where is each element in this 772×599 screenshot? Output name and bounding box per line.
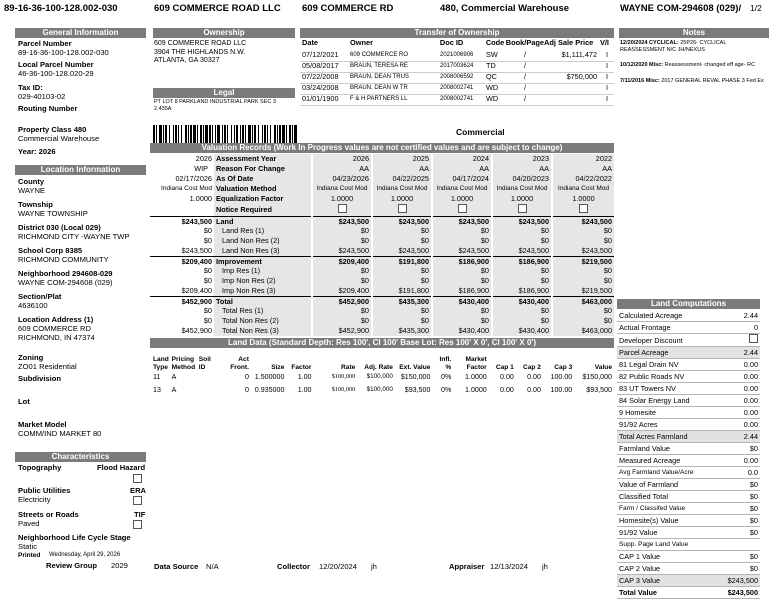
- land-data-row: 13 A 0 0.935000 1.00 $100,000 $100,000 $93,500 0% 1.0000 0.00 0.00 100.00 $93,500: [153, 385, 612, 394]
- land-comp-label: CAP 3 Value: [617, 575, 720, 587]
- land-comp-value: $0: [720, 551, 760, 563]
- flood-hazard-label: Flood Hazard: [97, 463, 146, 472]
- neighborhood-label: Neighborhood 294608-029: [18, 269, 113, 278]
- market-model: COMM/IND MARKET 80: [18, 429, 102, 438]
- land-comp-row: [617, 491, 760, 503]
- land-comp-value: $0: [720, 527, 760, 539]
- land-comp-row: [617, 347, 760, 359]
- valuation-row-reason: WIP Reason For Change AA AA AA AA AA: [194, 164, 612, 174]
- market-model-label: Market Model: [18, 420, 67, 429]
- characteristics-header: Characteristics: [15, 452, 146, 462]
- land-comp-row: [617, 479, 760, 491]
- land-data-table: [150, 349, 614, 397]
- location-address-1: 609 COMMERCE RD: [18, 324, 91, 333]
- land-comp-value: $0: [720, 515, 760, 527]
- notice-required-checkbox[interactable]: [579, 204, 588, 213]
- valuation-label: Imp Res (1): [214, 266, 312, 276]
- township: WAYNE TOWNSHIP: [18, 209, 88, 218]
- valuation-row-improvement: $209,400 Improvement $209,400 $191,800 $186,900 $186,900 $219,500: [150, 256, 614, 266]
- valuation-label: Reason For Change: [214, 164, 312, 174]
- land-comp-row: [617, 503, 760, 515]
- land-comp-row: [617, 443, 760, 455]
- land-comp-label: Calculated Acreage: [617, 310, 720, 322]
- land-comp-value: 0.00: [720, 419, 760, 431]
- valuation-header: Valuation Records (Work In Progress values are not certified values and are subject to change): [150, 143, 614, 153]
- tif-label: TIF: [134, 510, 146, 519]
- land-comp-label: 9 Homesite: [617, 407, 720, 419]
- land-comp-value: 0.0: [720, 467, 760, 479]
- valuation-row-notice: [150, 204, 614, 216]
- valuation-label: Total Res (1): [214, 306, 312, 316]
- parcel-number: 89-16-36-100-128.002-030: [18, 48, 109, 57]
- land-comp-value: 0.00: [720, 359, 760, 371]
- note-date: 10/12/2020 Misc:: [620, 62, 664, 68]
- land-comp-label: Total Acres Farmland: [617, 431, 720, 443]
- land-comp-label: Farmland Value: [617, 443, 720, 455]
- owner-line-1: 609 COMMERCE ROAD LLC: [154, 40, 247, 47]
- era-checkbox[interactable]: [133, 496, 142, 505]
- land-comp-label: Total Value: [617, 587, 720, 599]
- notes-header: Notes: [619, 28, 769, 38]
- tif-checkbox[interactable]: [133, 520, 142, 529]
- valuation-label: As Of Date: [214, 174, 312, 184]
- land-comp-value: $243,500: [720, 575, 760, 587]
- county: WAYNE: [18, 186, 46, 195]
- notice-required-checkbox[interactable]: [458, 204, 467, 213]
- land-comp-row: [617, 322, 760, 334]
- land-comp-value: $0: [720, 563, 760, 575]
- transfer-row: 05/08/2017 BRAUN, TERESA RE 2017003624 TD / I: [300, 61, 614, 72]
- header-parcel: 89-16-36-100-128.002-030: [4, 3, 118, 14]
- valuation-row-land-res: $0 Land Res (1) $0 $0 $0 $0 $0: [203, 226, 612, 236]
- land-comp-value: 0.00: [720, 455, 760, 467]
- valuation-row-factor: 1.0000 Equalization Factor 1.0000 1.0000 1.0000 1.0000 1.0000: [150, 194, 614, 204]
- property-class: Commercial Warehouse: [18, 134, 100, 143]
- land-comp-value: 2.44: [720, 310, 760, 322]
- ownership-block: [154, 40, 246, 66]
- header-class: 480, Commercial Warehouse: [440, 3, 570, 14]
- valuation-label: Total: [214, 296, 312, 306]
- valuation-row-imp-res: $0 Imp Res (1) $0 $0 $0 $0 $0: [203, 266, 612, 276]
- land-comp-row: [617, 539, 760, 551]
- notice-required-checkbox[interactable]: [518, 204, 527, 213]
- note-item: [620, 78, 768, 85]
- valuation-row-imp-nonres3: $209,400 Imp Non Res (3) $209,400 $191,800 $186,900 $186,900 $219,500: [181, 286, 612, 295]
- land-comp-value: 2.44: [720, 431, 760, 443]
- owner-line-3: ATLANTA, GA 30327: [154, 57, 220, 65]
- valuation-row-land-nonres3: $243,500 Land Non Res (3) $243,500 $243,500 $243,500 $243,500 $243,500: [181, 246, 612, 255]
- lot-label: Lot: [18, 397, 30, 406]
- land-comp-label: 91/92 Value: [617, 527, 720, 539]
- header-address: 609 COMMERCE RD: [302, 3, 394, 14]
- valuation-label: Land Res (1): [214, 226, 312, 236]
- land-comp-value: 2.44: [720, 347, 760, 359]
- review-group-label: Review Group: [46, 561, 98, 570]
- land-comp-row: [617, 527, 760, 539]
- transfer-header: Transfer of Ownership: [300, 28, 614, 38]
- valuation-row-as-of: 02/17/2026 As Of Date 04/23/2026 04/22/2025 04/17/2024 04/20/2023 04/22/2022: [175, 174, 612, 184]
- school: RICHMOND COMMUNITY: [18, 255, 109, 264]
- local-parcel-label: Local Parcel Number: [18, 60, 94, 69]
- valuation-label: Total Non Res (3): [214, 326, 312, 336]
- ownership-header: Ownership: [153, 28, 295, 38]
- valuation-label: Imp Non Res (2): [214, 276, 312, 286]
- land-comp-value: 0.00: [720, 407, 760, 419]
- land-comp-label: 91/92 Acres: [617, 419, 720, 431]
- land-comp-row: [617, 359, 760, 371]
- land-data-head-row: Land Type Pricing Method Soil ID Act Front. Size Factor Rate Adj. Rate Ext. Value Infl. % Market Factor Cap 1 Cap 2 Cap 3 Value: [153, 356, 612, 371]
- land-comp-row: [617, 467, 760, 479]
- appraiser-date: 12/13/2024: [490, 562, 529, 571]
- legal-text: PT LOT 8 PARKLAND INDUSTRIAL PARK SEC 3 2.435A: [154, 99, 276, 112]
- county-label: County: [18, 177, 45, 186]
- land-comp-label: Classified Total: [617, 491, 720, 503]
- land-comp-value: 0.00: [720, 395, 760, 407]
- land-comp-label: 82 Public Roads NV: [617, 371, 720, 383]
- valuation-row-total: $452,900 Total $452,900 $435,300 $430,400 $430,400 $463,000: [150, 296, 614, 306]
- routing-label: Routing Number: [18, 104, 78, 113]
- tax-id-label: Tax ID:: [18, 83, 43, 92]
- valuation-label: Land Non Res (2): [214, 236, 312, 246]
- page-number: 1/2: [750, 3, 762, 13]
- notes-list: [620, 40, 768, 93]
- note-date: 12/20/2024 CYCLICAL:: [620, 40, 679, 46]
- general-info: [18, 39, 148, 156]
- land-comp-label: CAP 1 Value: [617, 551, 720, 563]
- legal-header: Legal: [153, 88, 295, 98]
- header-nbhd: WAYNE COM-294608 (029)/: [620, 3, 742, 14]
- review-group: 2029: [111, 561, 128, 570]
- neighborhood: WAYNE COM-294608 (029): [18, 278, 113, 287]
- valuation-label: Notice Required: [214, 204, 312, 216]
- land-comp-value: [720, 539, 760, 551]
- transfer-head-row: Date Owner Doc ID Code Book/Page Adj Sale Price V/I: [302, 38, 609, 47]
- valuation-label: Valuation Method: [214, 184, 312, 194]
- land-comp-value: 0.00: [720, 383, 760, 395]
- land-comp-row: [617, 551, 760, 563]
- printed-date: Wednesday, April 29, 2026: [49, 552, 121, 558]
- transfer-rows: [300, 50, 614, 106]
- section: 4636100: [18, 301, 48, 310]
- barcode-icon: [153, 125, 298, 143]
- land-comp-value: [720, 334, 760, 347]
- appraiser: jh: [542, 562, 548, 571]
- land-comp-row: [617, 407, 760, 419]
- land-comp-row: [617, 515, 760, 527]
- land-comp-value: 0.00: [720, 371, 760, 383]
- transfer-row: 01/01/1900 F & H PARTNERS LL 2008002741 WD / I: [300, 94, 614, 105]
- printed-label: Printed: [18, 552, 41, 559]
- note-text: Reassessment- changed eff age- RC: [664, 62, 756, 68]
- note-item: [620, 62, 768, 69]
- valuation-row-total-nonres3: $452,900 Total Non Res (3) $452,900 $435,300 $430,400 $430,400 $463,000: [181, 326, 612, 336]
- valuation-row-total-res: $0 Total Res (1) $0 $0 $0 $0 $0: [203, 306, 612, 316]
- header-owner: 609 COMMERCE ROAD LLC: [154, 3, 281, 14]
- land-comp-row: [617, 395, 760, 407]
- streets: Paved: [18, 519, 40, 528]
- land-comp-value: $0: [720, 503, 760, 515]
- transfer-row: 07/22/2008 BRAUN, DEAN TRUS 2008006592 QC / $750,000 I: [300, 72, 614, 83]
- valuation-label: Equalization Factor: [214, 194, 312, 204]
- land-comp-label: 84 Solar Energy Land: [617, 395, 720, 407]
- note-text: 25P26- CYCLICAL REASSESSMENT N/C JH/NEXUS: [620, 40, 727, 53]
- subdivision-label: Subdivision: [18, 374, 62, 383]
- valuation-label: Improvement: [214, 256, 312, 266]
- land-comp-label: Value of Farmland: [617, 479, 720, 491]
- notice-required-checkbox[interactable]: [398, 204, 407, 213]
- lifecycle-label: Neighborhood Life Cycle Stage: [18, 533, 131, 542]
- zoning: ZO01 Residential: [18, 362, 77, 371]
- property-class-label: Property Class 480: [18, 125, 87, 134]
- land-data-row: 11 A 0 1.500000 1.00 $100,000 $100,000 $150,000 0% 1.0000 0.00 0.00 100.00 $150,000: [153, 372, 612, 381]
- land-comp-label: CAP 2 Value: [617, 563, 720, 575]
- land-comp-row: [617, 587, 760, 599]
- land-comp-label: Supp. Page Land Value: [617, 539, 720, 551]
- commercial-label: Commercial: [456, 127, 505, 137]
- location-address-label: Location Address (1): [18, 315, 94, 324]
- land-comp-value: $0: [720, 491, 760, 503]
- land-comp-label: 83 UT Towers NV: [617, 383, 720, 395]
- tax-id: 029-40103-02: [18, 92, 66, 101]
- location-info: [18, 177, 148, 438]
- public-utilities: Electricity: [18, 495, 51, 504]
- location-info-header: Location Information: [15, 165, 146, 175]
- land-comp-value: $243,500: [720, 587, 760, 599]
- transfer-row: 03/24/2008 BRAUN, DEAN W TR 2008002741 WD / I: [300, 83, 614, 94]
- valuation-label: Total Non Res (2): [214, 316, 312, 326]
- valuation-label: Land Non Res (3): [214, 246, 312, 256]
- local-parcel: 46-36-100-128.020-29: [18, 69, 94, 78]
- streets-label: Streets or Roads: [18, 510, 79, 519]
- data-source-label: Data Source: [154, 562, 199, 571]
- land-comp-row: [617, 455, 760, 467]
- parcel-number-label: Parcel Number: [18, 39, 72, 48]
- land-data-header: Land Data (Standard Depth: Res 100', CI 100' Base Lot: Res 100' X 0', CI 100' X 0'): [150, 338, 614, 348]
- valuation-label: Assessment Year: [214, 154, 312, 164]
- township-label: Township: [18, 200, 53, 209]
- land-comp-value: 0: [720, 322, 760, 334]
- valuation-row-assessment-year: 2026 Assessment Year 2026 2025 2024 2023 2022: [195, 154, 612, 164]
- land-comp-label: 81 Legal Drain NV: [617, 359, 720, 371]
- collector: jh: [371, 562, 377, 571]
- valuation-label: Land: [214, 216, 312, 226]
- land-comp-header: Land Computations: [617, 299, 760, 309]
- land-comp-row: [617, 431, 760, 443]
- era-label: ERA: [130, 486, 147, 495]
- section-label: Section/Plat: [18, 292, 62, 301]
- land-comp-row: [617, 310, 760, 322]
- land-comp-label: Actual Frontage: [617, 322, 720, 334]
- lifecycle: Static: [18, 542, 37, 551]
- public-utilities-label: Public Utilities: [18, 486, 71, 495]
- location-address-2: RICHMOND, IN 47374: [18, 333, 95, 342]
- land-comp-label: Farm / Classifed Value: [617, 503, 720, 515]
- note-text: 2017 GENERAL REVAL PHASE 3 Fed Ex: [661, 77, 764, 84]
- owner-line-2: 3904 THE HIGHLANDS N.W.: [154, 48, 246, 56]
- notice-required-checkbox[interactable]: [338, 204, 347, 213]
- land-comp-table: [617, 310, 760, 599]
- land-comp-label: Avg Farmland Value/Acre: [617, 467, 720, 479]
- land-comp-row: [617, 419, 760, 431]
- valuation-row-land-nonres2: $0 Land Non Res (2) $0 $0 $0 $0 $0: [203, 236, 612, 246]
- note-item: [620, 40, 768, 53]
- general-info-header: General Information: [15, 28, 146, 38]
- collector-date: 12/20/2024: [319, 562, 358, 571]
- land-comp-label: Parcel Acreage: [617, 347, 720, 359]
- land-comp-row: [617, 563, 760, 575]
- land-comp-value: $0: [720, 443, 760, 455]
- land-comp-label: Measured Acreage: [617, 455, 720, 467]
- zoning-label: Zoning: [18, 353, 44, 362]
- flood-hazard-checkbox[interactable]: [133, 474, 142, 483]
- developer-discount-checkbox[interactable]: [749, 334, 758, 343]
- valuation-table: [150, 154, 614, 336]
- valuation-row-method: Indiana Cost Mod Valuation Method Indiana Cost Mod Indiana Cost Mod Indiana Cost Mod Indiana Cost Mod Indiana Cost Mod: [150, 184, 614, 194]
- transfer-row: 07/12/2021 609 COMMERCE RO 2021006906 SW / $1,111,472 I: [300, 50, 614, 61]
- note-date: 7/11/2016 Misc:: [620, 77, 660, 84]
- land-comp-label: Homesite(s) Value: [617, 515, 720, 527]
- year-label: Year: 2026: [18, 147, 56, 156]
- valuation-row-total-nonres2: $0 Total Non Res (2) $0 $0 $0 $0 $0: [203, 316, 612, 326]
- district-label: District 030 (Local 029): [18, 223, 101, 232]
- land-comp-value: $0: [720, 479, 760, 491]
- school-label: School Corp 8385: [18, 246, 83, 255]
- valuation-row-imp-nonres2: $0 Imp Non Res (2) $0 $0 $0 $0 $0: [203, 276, 612, 286]
- data-source: N/A: [206, 562, 219, 571]
- appraiser-label: Appraiser: [449, 562, 485, 571]
- land-comp-row: [617, 371, 760, 383]
- valuation-label: Imp Non Res (3): [214, 286, 312, 296]
- land-comp-row: [617, 334, 760, 347]
- land-comp-row: [617, 383, 760, 395]
- valuation-row-land: $243,500 Land $243,500 $243,500 $243,500 $243,500 $243,500: [150, 216, 614, 226]
- district: RICHMOND CITY -WAYNE TWP: [18, 232, 130, 241]
- topography-label: Topography: [18, 463, 62, 472]
- land-comp-row: [617, 575, 760, 587]
- transfer-table: [300, 39, 614, 47]
- collector-label: Collector: [277, 562, 310, 571]
- land-comp-label: Developer Discount: [617, 334, 720, 347]
